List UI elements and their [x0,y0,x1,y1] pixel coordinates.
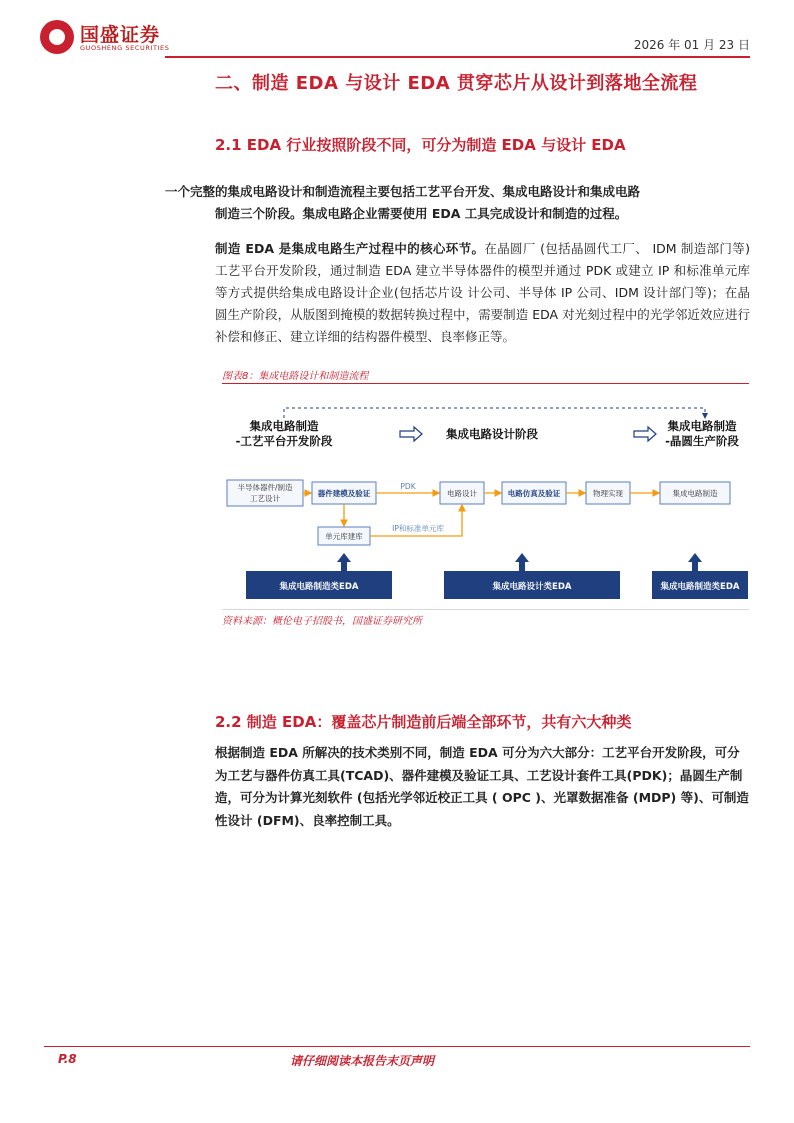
svg-text:集成电路制造: 集成电路制造 [672,489,718,498]
box-cell-library [318,527,370,545]
bar-design-eda [444,571,620,599]
section-title: 二、制造 EDA 与设计 EDA 贯穿芯片从设计到落地全流程 [215,73,698,94]
svg-text:物理实现: 物理实现 [593,489,623,498]
stage-right-line2: -晶圆生产阶段 [665,434,739,448]
svg-text:集成电路制造类EDA: 集成电路制造类EDA [279,582,359,592]
svg-text:电路仿真及验证: 电路仿真及验证 [507,489,561,498]
svg-text:电路设计: 电路设计 [447,489,477,498]
svg-text:工艺设计: 工艺设计 [250,494,280,503]
stage-arrow-1 [400,427,422,441]
box-ic-manufacture [660,482,730,504]
svg-text:集成电路设计类EDA: 集成电路设计类EDA [492,582,572,592]
up-arrow-left [337,553,351,571]
header-divider [165,56,750,58]
bar-manufacturing-eda-left [246,571,392,599]
logo-text-cn: 国盛证券 [80,24,161,46]
flow-diagram [222,390,752,605]
page-number: P.8 [58,1052,77,1066]
bar-manufacturing-eda-right [652,571,748,599]
up-arrow-right [688,553,702,571]
stage-right-line1: 集成电路制造 [667,419,737,433]
figure-title: 图表8：集成电路设计和制造流程 [222,371,369,382]
body-paragraph-2: 根据制造 EDA 所解决的技术类别不同，制造 EDA 可分为六大部分：工艺平台开发阶段，可分为工艺与器件仿真工具(TCAD)、器件建模及验证工具、工艺设计套件工具(PDK)；晶圆生产制造，可分为计算光刻软件 (包括光学邻近校正工具 ( OPC )、光罩数据准备 (MDP) 等)、可制造性设计 (DFM)、良率控制工具。 [215,745,749,828]
svg-text:集成电路制造类EDA: 集成电路制造类EDA [660,582,740,592]
lead-line-1: 一个完整的集成电路设计和制造流程主要包括工艺平台开发、集成电路设计和集成电路 [165,184,641,199]
box-semiconductor-design [227,480,303,506]
footer-divider [44,1046,750,1047]
lead-line-2: 制造三个阶段。集成电路企业需要使用 EDA 工具完成设计和制造的过程。 [215,206,628,221]
body-text: 在晶圆厂 (包括晶圆代工厂、 IDM 制造部门等) 工艺平台开发阶段，通过制造 EDA 建立半导体器件的模型并通过 PDK 或建立 IP 和标准单元库等方式提供给集成电路设计企业(包括芯片设 计公司、半导体 IP 公司、IDM 设计部门等)；在晶圆生产阶段，从版图到掩模的数据转换过程中，需要制造 EDA 对光刻过程中的光学邻近效应进行补偿和修正、建立详细的结构器件模型、良率修正等。 [215,241,751,344]
lead-paragraph [165,181,755,225]
footer-disclaimer: 请仔细阅读本报告末页声明 [290,1054,435,1068]
svg-text:单元库建库: 单元库建库 [325,532,363,541]
body-paragraph-1 [215,238,750,348]
figure-source: 资料来源：概伦电子招股书，国盛证券研究所 [222,616,422,627]
stage-mid: 集成电路设计阶段 [446,427,538,441]
company-logo [40,20,180,56]
box-physical-implementation [586,482,630,504]
box-circuit-design [440,482,484,504]
stage-arrow-2 [634,427,656,441]
logo-text-en: GUOSHENG SECURITIES [80,44,170,52]
feedback-dashed-line [284,408,705,418]
report-date: 2026 年 01 月 23 日 [633,38,750,52]
subsection-title-2-1: 2.1 EDA 行业按照阶段不同，可分为制造 EDA 与设计 EDA [215,136,626,154]
logo-icon [40,20,74,54]
up-arrow-mid [515,553,529,571]
body-highlight: 制造 EDA 是集成电路生产过程中的核心环节。 [215,241,485,256]
box-device-modeling [312,482,376,504]
svg-text:器件建模及验证: 器件建模及验证 [317,489,371,498]
stage-left-line1: 集成电路制造 [249,419,319,433]
figure-source-rule [222,609,749,610]
subsection-title-2-2: 2.2 制造 EDA：覆盖芯片制造前后端全部环节，共有六大种类 [215,713,632,731]
label-ip-library: IP和标准单元库 [392,524,444,533]
label-pdk: PDK [400,482,416,491]
stage-left-line2: -工艺平台开发阶段 [235,434,333,448]
box-circuit-simulation [502,482,566,504]
svg-text:半导体器件/制造: 半导体器件/制造 [237,483,293,492]
figure-title-rule [222,383,749,384]
